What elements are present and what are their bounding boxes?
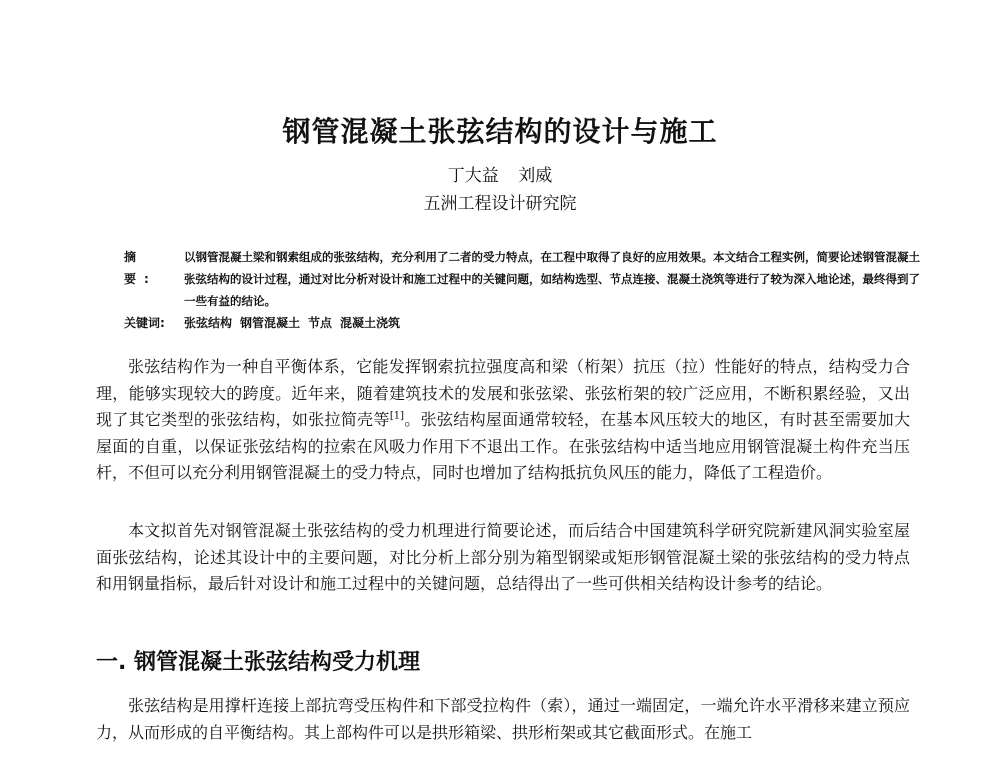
intro-paragraph-1: [96, 354, 910, 487]
keyword-item: 混凝土浇筑: [340, 316, 401, 330]
author-names: 丁大益 刘威: [447, 166, 553, 186]
section-heading: 一. 钢管混凝土张弦结构受力机理: [96, 650, 421, 675]
abstract-label: 摘 要:: [124, 250, 157, 286]
paper-title: 钢管混凝土张弦结构的设计与施工: [282, 115, 718, 148]
paragraph-text: 张弦结构是用撑杆连接上部抗弯受压构件和下部受拉构件（索），通过一端固定，一端允许水平滑移来建立预应力，从而形成的自平衡结构。其上部构件可以是拱形箱梁、拱形桁架或其它截面形式。在施工: [96, 696, 910, 742]
intro-paragraph-2: [96, 518, 910, 598]
paragraph-segment: 。张弦结构屋面通常较轻，在基本风压较大的地区，有时甚至需要加大屋面的自重，以保证张弦结构的拉索在风吸力作用下不退出工作。在张弦结构中适当地应用钢管混凝土构件充当压杆，不但可以充分利用钢管混凝土的受力特点，同时也增加了结构抵抗负风压的能力，降低了工程造价。: [96, 410, 910, 482]
abstract-text: 以钢管混凝土梁和钢索组成的张弦结构，充分利用了二者的受力特点，在工程中取得了良好的应用效果。本文结合工程实例，简要论述钢管混凝土张弦结构的设计过程，通过对比分析对设计和施工过程中的关键问题，如结构选型、节点连接、混凝土浇筑等进行了较为深入地论述，最终得到了一些有益的结论。: [184, 250, 920, 308]
paragraph-segment: 张弦结构作为一种自平衡体系，它能发挥钢索抗拉强度高和梁（桁架）抗压（拉）性能好的特点，结构受力合理，能够实现较大的跨度。近年来，随着建筑技术的发展和张弦梁、张弦桁架的较广泛应用，不断积累经验，又出现了其它类型的张弦结构，如张拉简壳等: [96, 357, 910, 429]
keyword-item: 节点: [308, 316, 333, 330]
keyword-item: 张弦结构: [184, 316, 233, 330]
paragraph-text: [96, 354, 910, 487]
abstract-block: [124, 246, 920, 312]
author-affiliation: 五洲工程设计研究院: [423, 194, 577, 214]
keyword-item: 钢管混凝土: [240, 316, 301, 330]
keywords-block: [124, 312, 920, 334]
citation-reference: [1]: [389, 410, 404, 422]
paragraph-text: 本文拟首先对钢管混凝土张弦结构的受力机理进行简要论述，而后结合中国建筑科学研究院新建风洞实验室屋面张弦结构，论述其设计中的主要问题，对比分析上部分别为箱型钢梁或矩形钢管混凝土梁的张弦结构的受力特点和用钢量指标，最后针对设计和施工过程中的关键问题，总结得出了一些可供相关结构设计参考的结论。: [96, 521, 910, 593]
keywords-label: 关键词:: [124, 316, 165, 330]
section-paragraph-1: [96, 693, 910, 746]
